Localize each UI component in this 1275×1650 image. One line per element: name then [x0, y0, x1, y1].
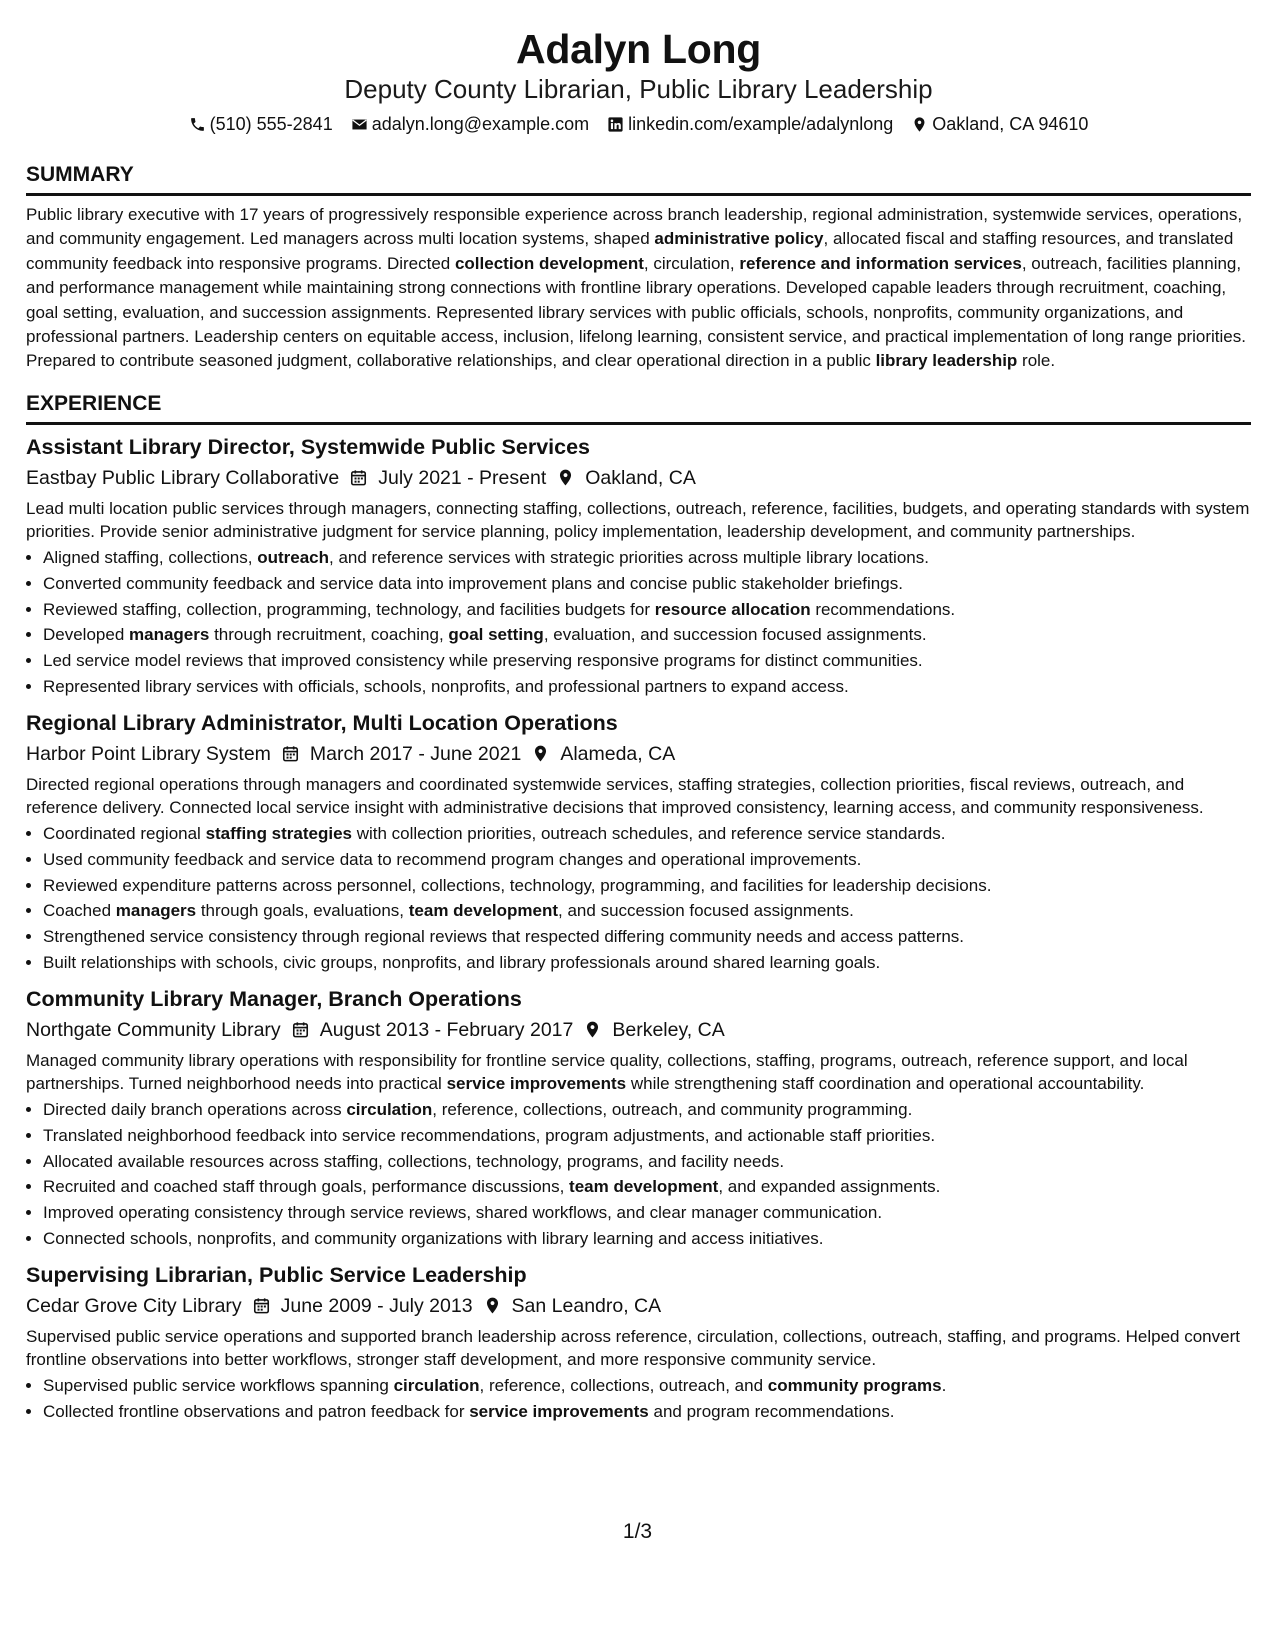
text-run: .	[941, 1375, 947, 1395]
bold-keyword: reference and information services	[739, 253, 1022, 273]
bullet-item	[43, 898, 1251, 924]
map-pin-icon	[531, 744, 550, 763]
bullet-item	[43, 597, 1251, 623]
bold-keyword: circulation	[346, 1099, 433, 1119]
job-title: Regional Library Administrator, Multi Location Operations	[26, 710, 618, 735]
contact-email	[351, 112, 589, 136]
text-run: Built relationships with schools, civic groups, nonprofits, and library professionals around shared learning goals.	[43, 952, 881, 972]
bullet-item	[43, 1097, 1251, 1123]
experience-heading: EXPERIENCE	[26, 391, 1251, 425]
bold-keyword: administrative policy	[654, 229, 824, 249]
text-run: Supervised public service operations and supported branch leadership across reference, circulation, collections, outreach, staffing, and programs. Helped convert frontline observations into better workflows, stronger staff development, and more responsive community service.	[26, 1326, 1240, 1370]
text-run: Directed daily branch operations across	[43, 1099, 347, 1119]
envelope-icon	[351, 116, 368, 133]
text-run: while strengthening staff coordination and operational accountability.	[626, 1074, 1145, 1094]
bullet-item	[43, 821, 1251, 847]
text-run: Recruited and coached staff through goals, performance discussions,	[43, 1177, 570, 1197]
bullet-item	[43, 545, 1251, 571]
contact-phone	[189, 112, 333, 136]
text-run: , circulation,	[643, 253, 740, 273]
contact-linkedin	[607, 112, 893, 136]
text-run: Connected schools, nonprofits, and community organizations with library learning and access initiatives.	[43, 1228, 824, 1248]
text-run: recommendations.	[810, 599, 956, 619]
job-dates: August 2013 - February 2017	[319, 1018, 574, 1041]
job-dates: March 2017 - June 2021	[309, 742, 522, 765]
bullet-item	[43, 950, 1251, 976]
bullet-item	[43, 571, 1251, 597]
job-title: Assistant Library Director, Systemwide Public Services	[26, 434, 591, 459]
job-meta	[26, 1293, 1251, 1319]
text-run: , reference, collections, outreach, and community programming.	[432, 1099, 913, 1119]
candidate-headline: Deputy County Librarian, Public Library Leadership	[344, 74, 933, 104]
job-meta	[26, 741, 1251, 767]
text-run: Supervised public service workflows spanning	[43, 1375, 394, 1395]
text-run: Developed	[43, 625, 130, 645]
job-organization: Cedar Grove City Library	[26, 1294, 242, 1317]
bold-keyword: community programs	[767, 1375, 942, 1395]
map-pin-icon	[583, 1020, 602, 1039]
calendar-icon	[281, 744, 300, 763]
text-run: Led service model reviews that improved consistency while preserving responsive programs for distinct communities.	[43, 651, 923, 671]
job-bullets	[26, 1097, 1251, 1252]
text-run: Managed community library operations with responsibility for frontline service quality, collections, staffing, programs, outreach, reference support, and local partnerships. Turned neighborhood needs into practical	[26, 1050, 1188, 1094]
job-title: Community Library Manager, Branch Operations	[26, 986, 522, 1011]
job-entry	[26, 434, 1251, 700]
summary-text	[26, 203, 1251, 374]
text-run: , and expanded assignments.	[718, 1177, 941, 1197]
text-run: , outreach, facilities planning, and performance management while maintaining strong connections with frontline library operations. Developed capable leaders through recruitment, coaching, goal setting, evaluation, and succession assignments. Represented library services with public officials, schools, nonprofits, community organizations, and professional partners. Leadership centers on equitable access, inclusion, lifelong learning, consistent service, and practical implementation of long range priorities. Prepared to contribute seasoned judgment, collaborative relationships, and clear operational direction in a public	[26, 253, 1246, 371]
bullet-item	[43, 1123, 1251, 1149]
map-pin-icon	[483, 1296, 502, 1315]
bullet-item	[43, 1200, 1251, 1226]
text-run: and program recommendations.	[648, 1401, 895, 1421]
job-dates: July 2021 - Present	[378, 466, 547, 489]
bullet-item	[43, 622, 1251, 648]
bullet-item	[43, 873, 1251, 899]
text-run: Reviewed expenditure patterns across personnel, collections, technology, programming, and facilities for leadership decisions.	[43, 875, 992, 895]
contact-phone-text[interactable]: (510) 555-2841	[209, 114, 333, 134]
bullet-item	[43, 648, 1251, 674]
job-location: San Leandro, CA	[511, 1294, 662, 1317]
bold-keyword: managers	[129, 625, 210, 645]
text-run: Lead multi location public services through managers, connecting staffing, collections, outreach, reference, facilities, budgets, and operating standards with system priorities. Provide senior administrative judgment for service planning, policy implementation, leadership development, and community partnerships.	[26, 498, 1250, 542]
bullet-item	[43, 674, 1251, 700]
job-bullets	[26, 1373, 1251, 1425]
text-run: , and reference services with strategic priorities across multiple library locations.	[329, 548, 929, 568]
bold-keyword: library leadership	[875, 351, 1018, 371]
map-pin-icon	[556, 468, 575, 487]
job-meta	[26, 465, 1251, 491]
calendar-icon	[291, 1020, 310, 1039]
job-organization: Eastbay Public Library Collaborative	[26, 466, 340, 489]
contact-location	[911, 112, 1088, 136]
text-run: Improved operating consistency through service reviews, shared workflows, and clear manager communication.	[43, 1203, 883, 1223]
text-run: Translated neighborhood feedback into service recommendations, program adjustments, and actionable staff priorities.	[43, 1125, 936, 1145]
calendar-icon	[349, 468, 368, 487]
contact-location-text: Oakland, CA 94610	[932, 114, 1089, 134]
job-organization: Harbor Point Library System	[26, 742, 271, 765]
text-run: Strengthened service consistency through regional reviews that respected differing community needs and access patterns.	[43, 927, 965, 947]
bold-keyword: resource allocation	[654, 599, 811, 619]
text-run: Reviewed staffing, collection, programming, technology, and facilities budgets for	[43, 599, 655, 619]
job-description	[26, 773, 1251, 820]
bold-keyword: service improvements	[446, 1074, 627, 1094]
bold-keyword: goal setting	[448, 625, 544, 645]
summary-heading: SUMMARY	[26, 162, 1251, 196]
job-entry	[26, 986, 1251, 1252]
resume-page	[26, 0, 1251, 1425]
job-title: Supervising Librarian, Public Service Leadership	[26, 1262, 527, 1287]
bold-keyword: service improvements	[469, 1401, 649, 1421]
job-description	[26, 497, 1251, 544]
job-location: Alameda, CA	[560, 742, 676, 765]
bullet-item	[43, 1226, 1251, 1252]
job-location: Berkeley, CA	[612, 1018, 725, 1041]
text-run: Allocated available resources across staffing, collections, technology, programs, and facility needs.	[43, 1151, 785, 1171]
phone-icon	[189, 116, 206, 133]
experience-list	[26, 434, 1251, 1425]
text-run: , reference, collections, outreach, and	[479, 1375, 768, 1395]
text-run: , and succession focused assignments.	[558, 901, 854, 921]
text-run: Converted community feedback and service data into improvement plans and concise public stakeholder briefings.	[43, 573, 903, 593]
bold-keyword: team development	[569, 1177, 719, 1197]
text-run: Public library executive with 17 years of progressively responsible experience across branch leadership, regional administration, systemwide services, operations, and community engagement. Led managers across multi location systems, shaped	[26, 205, 1243, 249]
text-run: role.	[1017, 351, 1056, 371]
bullet-item	[43, 1174, 1251, 1200]
job-organization: Northgate Community Library	[26, 1018, 281, 1041]
text-run: , allocated fiscal and staffing resources, and translated community feedback into responsive programs. Directed	[26, 229, 1234, 273]
job-bullets	[26, 545, 1251, 700]
text-run: Coached	[43, 901, 116, 921]
text-run: with collection priorities, outreach schedules, and reference service standards.	[352, 824, 946, 843]
text-run: Coordinated regional	[43, 824, 206, 843]
job-bullets	[26, 821, 1251, 976]
text-run: Collected frontline observations and patron feedback for	[43, 1401, 470, 1421]
text-run: Represented library services with officials, schools, nonprofits, and professional partners to expand access.	[43, 677, 849, 697]
bullet-item	[43, 1149, 1251, 1175]
job-description	[26, 1049, 1251, 1096]
text-run: Aligned staffing, collections,	[43, 548, 258, 568]
contact-bar	[26, 112, 1251, 136]
job-entry	[26, 710, 1251, 976]
calendar-icon	[252, 1296, 271, 1315]
bullet-item	[43, 1373, 1251, 1399]
contact-email-text[interactable]: adalyn.long@example.com	[371, 114, 590, 134]
map-pin-icon	[911, 116, 928, 133]
text-run: through recruitment, coaching,	[209, 625, 449, 645]
bold-keyword: circulation	[393, 1375, 480, 1395]
text-run: Used community feedback and service data to recommend program changes and operational improvements.	[43, 849, 862, 869]
bullet-item	[43, 847, 1251, 873]
linkedin-icon	[607, 116, 624, 133]
bullet-item	[43, 924, 1251, 950]
job-description	[26, 1325, 1251, 1372]
bold-keyword: staffing strategies	[205, 824, 352, 843]
bold-keyword: collection development	[454, 253, 644, 273]
page-number: 1/3	[622, 1520, 653, 1543]
candidate-name: Adalyn Long	[516, 26, 761, 72]
bold-keyword: team development	[408, 901, 559, 921]
job-location: Oakland, CA	[585, 466, 696, 489]
text-run: , evaluation, and succession focused assignments.	[543, 625, 927, 645]
bold-keyword: managers	[115, 901, 197, 921]
bullet-item	[43, 1399, 1251, 1425]
job-entry	[26, 1262, 1251, 1425]
job-meta	[26, 1017, 1251, 1043]
text-run: through goals, evaluations,	[196, 901, 409, 921]
job-dates: June 2009 - July 2013	[280, 1294, 473, 1317]
text-run: Directed regional operations through managers and coordinated systemwide services, staffing strategies, collection priorities, fiscal reviews, outreach, and reference delivery. Connected local service insight with administrative decisions that improved consistency, learning access, and community responsiveness.	[26, 774, 1204, 818]
contact-linkedin-text[interactable]: linkedin.com/example/adalynlong	[628, 114, 894, 134]
bold-keyword: outreach	[257, 548, 329, 568]
